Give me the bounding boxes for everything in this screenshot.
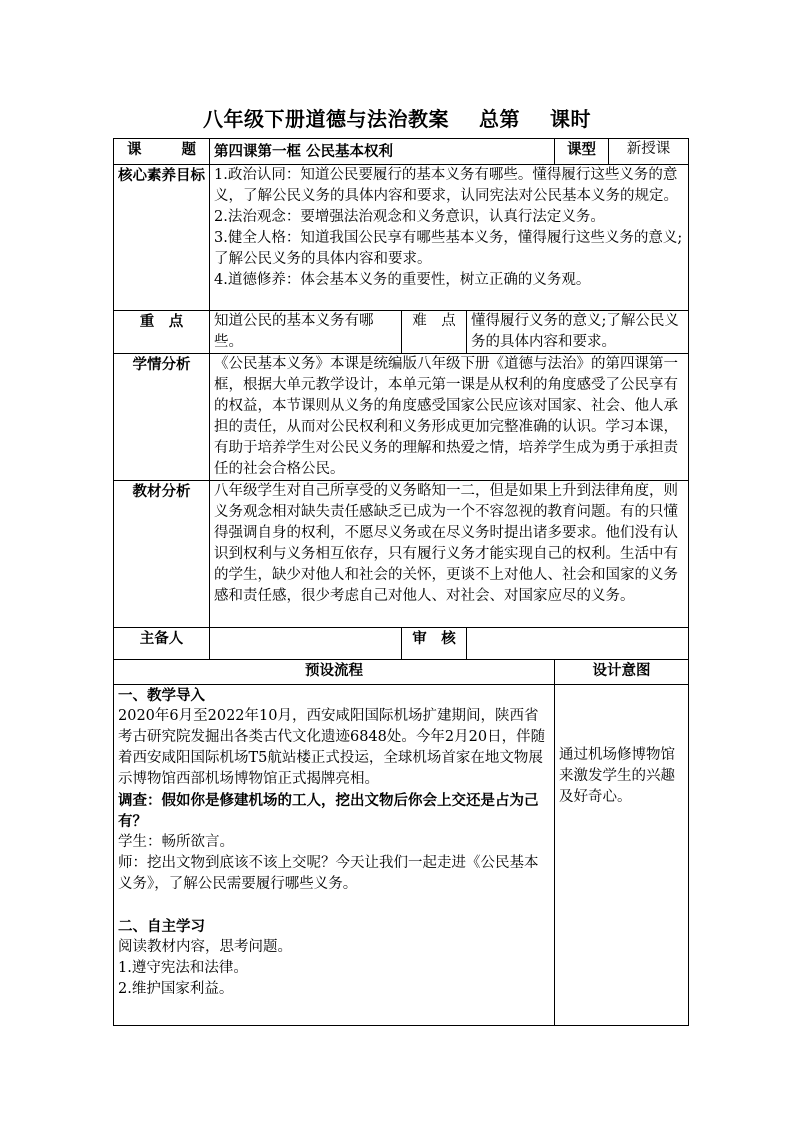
topic-label-a: 课 — [127, 141, 142, 158]
topic-label-b: 题 — [181, 141, 196, 158]
row-key — [114, 311, 689, 354]
row-flow — [114, 685, 689, 1026]
key-label: 重 点 — [114, 311, 210, 354]
row-situation — [114, 354, 689, 481]
title-main: 八年级下册道德与法治教案 — [203, 107, 449, 131]
type-label: 课型 — [555, 139, 609, 165]
row-topic — [114, 139, 689, 165]
key-text: 知道公民的基本义务有哪些。 — [210, 311, 402, 354]
row-preparer — [114, 628, 689, 660]
reading-instruction: 阅读教材内容，思考问题。 — [118, 939, 292, 955]
topic-value: 第四课第一框 公民基本权利 — [210, 139, 555, 165]
goals-content — [210, 165, 689, 311]
intent-header: 设计意图 — [555, 660, 689, 685]
study-item-2: 2.维护国家利益。 — [118, 981, 234, 997]
survey-question: 调查：假如你是修建机场的工人，挖出文物后你会上交还是占为己有？ — [118, 792, 539, 830]
review-label: 审 核 — [402, 628, 467, 660]
lesson-plan-table — [113, 138, 689, 1026]
page-title — [0, 103, 794, 132]
material-text: 八年级学生对自己所享受的义务略知一二，但是如果上升到法律角度，则义务观念相对缺失责任感缺乏已成为一个不容忽视的教育问题。有的只懂得强调自身的权利，不愿尽义务或在尽义务时提出诸多要求。他们没有认识到权利与义务相互依存，只有履行义务才能实现自己的权利。生活中有的学生，缺少对他人和社会的关怀，更谈不上对他人、社会和国家的义务感和责任感，很少考虑自己对他人、对社会、对国家应尽的义务。 — [210, 481, 689, 628]
teacher-remark: 师：挖出文物到底该不该上交呢？今天让我们一起走进《公民基本义务》，了解公民需要履行哪些义务。 — [118, 855, 539, 892]
student-response: 学生：畅所欲言。 — [118, 834, 234, 850]
row-material — [114, 481, 689, 628]
difficulty-text: 懂得履行义务的意义;了解公民义务的具体内容和要求。 — [467, 311, 689, 354]
study-item-1: 1.遵守宪法和法律。 — [118, 960, 248, 976]
material-label: 教材分析 — [114, 481, 210, 628]
preparer-value — [210, 628, 402, 660]
goal-1: 1.政治认同：知道公民要履行的基本义务有哪些。懂得履行这些义务的意义，了解公民义务的具体内容和要求，认同宪法对公民基本义务的规定。 — [214, 167, 678, 204]
goals-label: 核心素养目标 — [114, 165, 210, 311]
section-self-study-title: 二、自主学习 — [118, 918, 205, 935]
goal-2: 2.法治观念：要增强法治观念和义务意识，认真行法定义务。 — [214, 209, 605, 225]
spacer — [118, 895, 550, 916]
goal-3: 3.健全人格：知道我国公民享有哪些基本义务，懂得履行这些义务的意义;了解公民义务的具体内容和要求。 — [214, 230, 683, 267]
title-lesson: 课时 — [550, 107, 591, 131]
row-flow-header — [114, 660, 689, 685]
intro-paragraph: 2020年6月至2022年10月，西安咸阳国际机场扩建期间，陕西省考古研究院发掘出各类古代文化遗迹6848处。今年2月20日，伴随着西安咸阳国际机场T5航站楼正式投运，全球机场首家在地文物展示博物馆西部机场博物馆正式揭牌亮相。 — [118, 708, 546, 787]
process-content — [114, 685, 555, 1026]
preparer-label: 主备人 — [114, 628, 210, 660]
title-total: 总第 — [479, 107, 520, 131]
review-value — [467, 628, 689, 660]
process-header: 预设流程 — [114, 660, 555, 685]
goal-4: 4.道德修养：体会基本义务的重要性，树立正确的义务观。 — [214, 272, 591, 288]
topic-label — [114, 139, 210, 165]
intent-content: 通过机场修博物馆来激发学生的兴趣及好奇心。 — [555, 685, 689, 1026]
type-value: 新授课 — [609, 139, 689, 165]
difficulty-label: 难 点 — [402, 311, 467, 354]
situation-label: 学情分析 — [114, 354, 210, 481]
section-intro-title: 一、教学导入 — [118, 687, 205, 704]
situation-text: 《公民基本义务》本课是统编版八年级下册《道德与法治》的第四课第一框，根据大单元教学设计，本单元第一课是从权利的角度感受了公民享有的权益，本节课则从义务的角度感受国家公民应该对国家、社会、他人承担的责任，从而对公民权利和义务形成更加完整准确的认识。学习本课，有助于培养学生对公民义务的理解和热爱之情，培养学生成为勇于承担责任的社会合格公民。 — [210, 354, 689, 481]
row-goals — [114, 165, 689, 311]
